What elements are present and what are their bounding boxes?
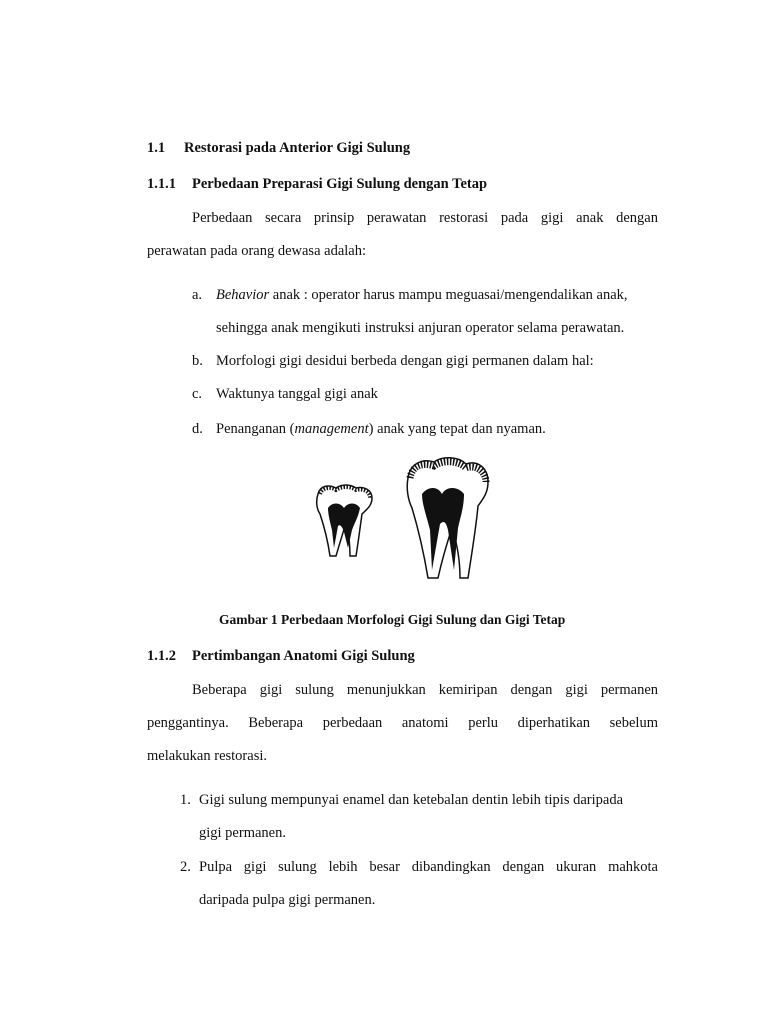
list-item-text: Penanganan ( xyxy=(216,421,295,437)
section-number-1-1-1: 1.1.1 xyxy=(147,176,176,192)
section-number-1-1: 1.1 xyxy=(147,140,166,156)
list-marker: d. xyxy=(192,421,203,437)
italic-term: Behavior xyxy=(216,287,270,303)
list-item: Morfologi gigi desidui berbeda dengan gigi permanen dalam hal: xyxy=(216,353,594,369)
list-item-text: anak : operator harus mampu meguasai/mengendalikan anak, xyxy=(269,287,628,303)
italic-term: management xyxy=(294,421,369,437)
section-title-1-1-1: Perbedaan Preparasi Gigi Sulung dengan Tetap xyxy=(192,176,488,192)
list-item-continuation: gigi permanen. xyxy=(199,825,286,841)
primary-tooth-drawing xyxy=(317,485,372,556)
list-item: Waktunya tanggal gigi anak xyxy=(216,386,378,402)
list-item xyxy=(216,287,628,304)
list-marker: c. xyxy=(192,386,203,402)
list-item xyxy=(216,421,546,438)
paragraph-line: Perbedaan secara prinsip perawatan restorasi pada gigi anak dengan xyxy=(192,210,658,226)
list-marker: a. xyxy=(192,287,203,303)
list-item-continuation: sehingga anak mengikuti instruksi anjuran operator selama perawatan. xyxy=(216,320,625,336)
list-marker: b. xyxy=(192,353,203,369)
tooth-illustration xyxy=(300,448,500,588)
paragraph-line: melakukan restorasi. xyxy=(147,748,267,764)
tooth-figure xyxy=(300,448,500,588)
list-marker: 1. xyxy=(180,792,191,808)
section-number-1-1-2: 1.1.2 xyxy=(147,648,176,664)
list-item: Gigi sulung mempunyai enamel dan ketebalan dentin lebih tipis daripada xyxy=(199,792,624,808)
paragraph-line: penggantinya. Beberapa perbedaan anatomi perlu diperhatikan sebelum xyxy=(147,715,658,731)
section-title-1-1-2: Pertimbangan Anatomi Gigi Sulung xyxy=(192,648,415,664)
list-marker: 2. xyxy=(180,859,191,875)
permanent-tooth-drawing xyxy=(407,458,488,578)
list-item: Pulpa gigi sulung lebih besar dibandingkan dengan ukuran mahkota xyxy=(199,859,658,875)
section-title-1-1: Restorasi pada Anterior Gigi Sulung xyxy=(184,140,411,156)
paragraph-line: perawatan pada orang dewasa adalah: xyxy=(147,243,366,259)
figure-caption: Gambar 1 Perbedaan Morfologi Gigi Sulung dan Gigi Tetap xyxy=(219,612,566,627)
paragraph-line: Beberapa gigi sulung menunjukkan kemiripan dengan gigi permanen xyxy=(192,682,658,698)
list-item-continuation: daripada pulpa gigi permanen. xyxy=(199,892,376,908)
list-item-text: ) anak yang tepat dan nyaman. xyxy=(368,421,546,437)
